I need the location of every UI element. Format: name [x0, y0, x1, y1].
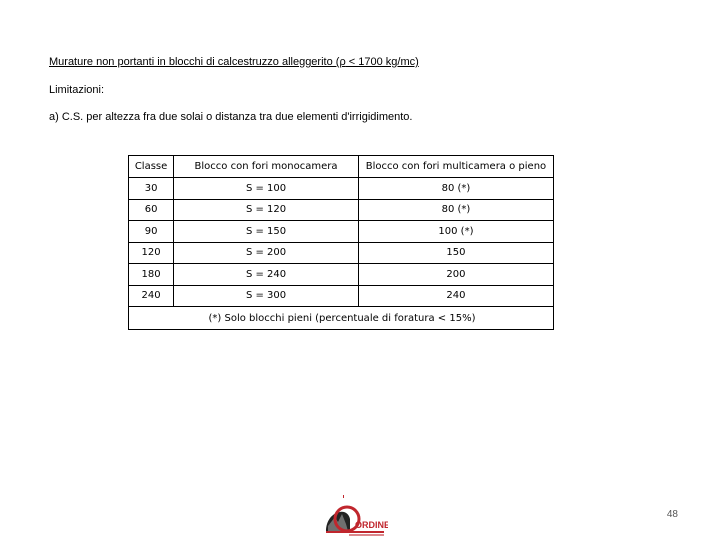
- header-monocamera: Blocco con fori monocamera: [174, 156, 359, 178]
- cell-multicamera: 200: [358, 264, 553, 286]
- table-row: [129, 264, 553, 286]
- cell-multicamera: 240: [358, 285, 553, 307]
- cell-multicamera: 100 (*): [358, 221, 553, 243]
- order-logo-icon: [322, 495, 388, 537]
- cell-monocamera: S = 300: [174, 285, 359, 307]
- cell-classe: 60: [129, 199, 174, 221]
- cell-multicamera: 80 (*): [358, 178, 553, 200]
- limitation-item-a: a) C.S. per altezza fra due solai o distanza tra due elementi d'irrigidimento.: [49, 111, 413, 123]
- table-row: [129, 178, 553, 200]
- order-logo: [322, 495, 388, 537]
- logo-text: ORDINE: [355, 520, 388, 530]
- heading-text-end: < 1700 kg/mc): [345, 56, 419, 68]
- header-multicamera: Blocco con fori multicamera o pieno: [358, 156, 553, 178]
- table-row: [129, 199, 553, 221]
- data-table: [129, 156, 553, 307]
- cell-monocamera: S = 150: [174, 221, 359, 243]
- cell-classe: 90: [129, 221, 174, 243]
- cell-monocamera: S = 100: [174, 178, 359, 200]
- cell-multicamera: 150: [358, 242, 553, 264]
- limitations-label: Limitazioni:: [49, 84, 105, 96]
- cell-monocamera: S = 200: [174, 242, 359, 264]
- table-row: [129, 221, 553, 243]
- rho-symbol: ρ: [339, 56, 346, 68]
- table-row: [129, 285, 553, 307]
- heading-text-start: Murature non portanti in blocchi di calcestruzzo alleggerito (: [49, 56, 340, 68]
- fire-resistance-table: [128, 155, 554, 330]
- cell-classe: 30: [129, 178, 174, 200]
- cell-classe: 240: [129, 285, 174, 307]
- cell-monocamera: S = 120: [174, 199, 359, 221]
- table-note: (*) Solo blocchi pieni (percentuale di foratura < 15%): [208, 313, 476, 324]
- header-classe: Classe: [129, 156, 174, 178]
- table-row: [129, 242, 553, 264]
- slide-heading: [49, 56, 419, 68]
- cell-classe: 180: [129, 264, 174, 286]
- table-header-row: [129, 156, 553, 178]
- page-number: 48: [666, 509, 678, 520]
- cell-multicamera: 80 (*): [358, 199, 553, 221]
- cell-monocamera: S = 240: [174, 264, 359, 286]
- cell-classe: 120: [129, 242, 174, 264]
